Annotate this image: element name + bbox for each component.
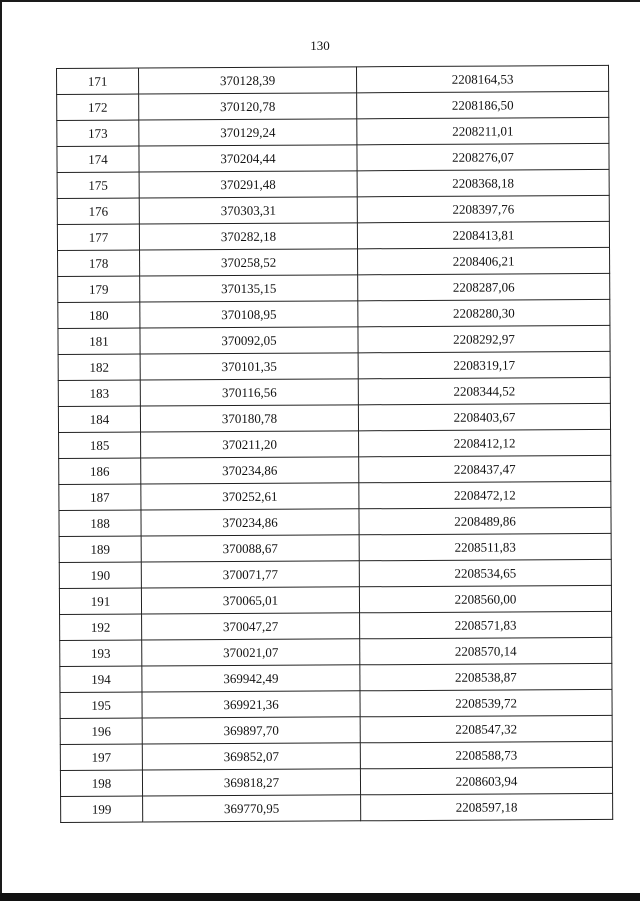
point-number-cell: 197 [60, 744, 142, 770]
coordinate-x-cell: 370088,67 [141, 535, 359, 562]
coordinate-y-cell: 2208186,50 [357, 91, 609, 118]
coordinate-x-cell: 369852,07 [142, 743, 360, 770]
table-row [58, 403, 610, 432]
point-number-cell: 191 [59, 588, 141, 614]
table-row [59, 559, 611, 588]
coordinate-y-cell: 2208489,86 [359, 507, 611, 534]
table-row [58, 351, 610, 380]
table-row [60, 611, 612, 640]
point-number-cell: 198 [60, 770, 142, 796]
table-row [60, 663, 612, 692]
coordinate-x-cell: 370071,77 [141, 561, 359, 588]
point-number-cell: 175 [57, 172, 139, 198]
coordinate-x-cell: 370065,01 [141, 587, 359, 614]
table-row [58, 325, 610, 354]
coordinate-x-cell: 369818,27 [142, 769, 360, 796]
point-number-cell: 171 [57, 68, 139, 94]
coordinate-x-cell: 370101,35 [140, 353, 358, 380]
coordinate-x-cell: 369921,36 [142, 691, 360, 718]
coordinate-x-cell: 370021,07 [142, 639, 360, 666]
coordinate-y-cell: 2208472,12 [359, 481, 611, 508]
coordinate-y-cell: 2208571,83 [360, 611, 612, 638]
coordinate-y-cell: 2208412,12 [359, 429, 611, 456]
coordinate-y-cell: 2208511,83 [359, 533, 611, 560]
point-number-cell: 194 [60, 666, 142, 692]
point-number-cell: 189 [59, 536, 141, 562]
table-row [60, 637, 612, 666]
table-row [57, 221, 609, 250]
coordinate-y-cell: 2208538,87 [360, 663, 612, 690]
coordinates-table [56, 65, 613, 823]
point-number-cell: 177 [57, 224, 139, 250]
table-row [61, 793, 613, 822]
table-row [59, 481, 611, 510]
coordinate-y-cell: 2208413,81 [357, 221, 609, 248]
coordinate-x-cell: 370258,52 [140, 249, 358, 276]
coordinate-y-cell: 2208403,67 [358, 403, 610, 430]
page-number: 130 [310, 38, 330, 53]
point-number-cell: 173 [57, 120, 139, 146]
coordinate-y-cell: 2208406,21 [358, 247, 610, 274]
point-number-cell: 190 [59, 562, 141, 588]
table-row [57, 65, 609, 94]
point-number-cell: 178 [58, 250, 140, 276]
point-number-cell: 199 [61, 796, 143, 822]
coordinate-x-cell: 370047,27 [142, 613, 360, 640]
coordinate-y-cell: 2208588,73 [360, 741, 612, 768]
table-row [60, 689, 612, 718]
coordinate-x-cell: 370211,20 [141, 431, 359, 458]
coordinate-x-cell: 370282,18 [139, 223, 357, 250]
point-number-cell: 185 [59, 432, 141, 458]
table-row [60, 715, 612, 744]
coordinate-y-cell: 2208344,52 [358, 377, 610, 404]
coordinate-y-cell: 2208397,76 [357, 195, 609, 222]
point-number-cell: 183 [58, 380, 140, 406]
point-number-cell: 174 [57, 146, 139, 172]
point-number-cell: 195 [60, 692, 142, 718]
point-number-cell: 193 [60, 640, 142, 666]
point-number-cell: 176 [57, 198, 139, 224]
point-number-cell: 186 [59, 458, 141, 484]
coordinate-x-cell: 370252,61 [141, 483, 359, 510]
coordinate-y-cell: 2208280,30 [358, 299, 610, 326]
coordinate-y-cell: 2208164,53 [356, 65, 608, 92]
coordinate-x-cell: 370303,31 [139, 197, 357, 224]
table-row [57, 143, 609, 172]
coordinate-y-cell: 2208437,47 [359, 455, 611, 482]
coordinate-y-cell: 2208597,18 [361, 793, 613, 820]
point-number-cell: 181 [58, 328, 140, 354]
table-row [60, 741, 612, 770]
table-row [59, 585, 611, 614]
coordinate-x-cell: 370108,95 [140, 301, 358, 328]
coordinate-x-cell: 370135,15 [140, 275, 358, 302]
point-number-cell: 182 [58, 354, 140, 380]
coordinate-x-cell: 370234,86 [141, 509, 359, 536]
table-row [58, 299, 610, 328]
table-row [57, 169, 609, 198]
coordinate-x-cell: 370092,05 [140, 327, 358, 354]
coordinate-y-cell: 2208547,32 [360, 715, 612, 742]
coordinate-y-cell: 2208211,01 [357, 117, 609, 144]
table-row [57, 117, 609, 146]
coordinate-y-cell: 2208319,17 [358, 351, 610, 378]
point-number-cell: 184 [58, 406, 140, 432]
coordinate-y-cell: 2208539,72 [360, 689, 612, 716]
point-number-cell: 188 [59, 510, 141, 536]
table-row [59, 533, 611, 562]
scan-edge-bottom [0, 893, 640, 901]
point-number-cell: 187 [59, 484, 141, 510]
coordinate-x-cell: 369897,70 [142, 717, 360, 744]
coordinate-x-cell: 370291,48 [139, 171, 357, 198]
table-row [57, 91, 609, 120]
coordinate-x-cell: 370129,24 [139, 119, 357, 146]
scan-edge-top [0, 0, 640, 2]
coordinate-y-cell: 2208276,07 [357, 143, 609, 170]
coordinate-y-cell: 2208368,18 [357, 169, 609, 196]
coordinate-y-cell: 2208560,00 [359, 585, 611, 612]
scan-edge-left [0, 0, 2, 901]
coordinates-table-body [57, 65, 613, 822]
coordinate-x-cell: 370128,39 [139, 67, 357, 94]
coordinate-x-cell: 369770,95 [143, 795, 361, 822]
point-number-cell: 196 [60, 718, 142, 744]
coordinate-y-cell: 2208570,14 [360, 637, 612, 664]
table-row [58, 273, 610, 302]
coordinate-y-cell: 2208292,97 [358, 325, 610, 352]
table-row [57, 195, 609, 224]
table-row [58, 377, 610, 406]
table-row [60, 767, 612, 796]
coordinate-y-cell: 2208534,65 [359, 559, 611, 586]
table-row [59, 455, 611, 484]
coordinate-x-cell: 370180,78 [140, 405, 358, 432]
point-number-cell: 172 [57, 94, 139, 120]
coordinate-y-cell: 2208603,94 [360, 767, 612, 794]
point-number-cell: 192 [60, 614, 142, 640]
point-number-cell: 179 [58, 276, 140, 302]
table-row [59, 429, 611, 458]
coordinate-x-cell: 370116,56 [140, 379, 358, 406]
table-row [58, 247, 610, 276]
coordinate-x-cell: 370204,44 [139, 145, 357, 172]
coordinate-x-cell: 370120,78 [139, 93, 357, 120]
coordinate-x-cell: 369942,49 [142, 665, 360, 692]
coordinate-x-cell: 370234,86 [141, 457, 359, 484]
table-row [59, 507, 611, 536]
point-number-cell: 180 [58, 302, 140, 328]
coordinate-y-cell: 2208287,06 [358, 273, 610, 300]
